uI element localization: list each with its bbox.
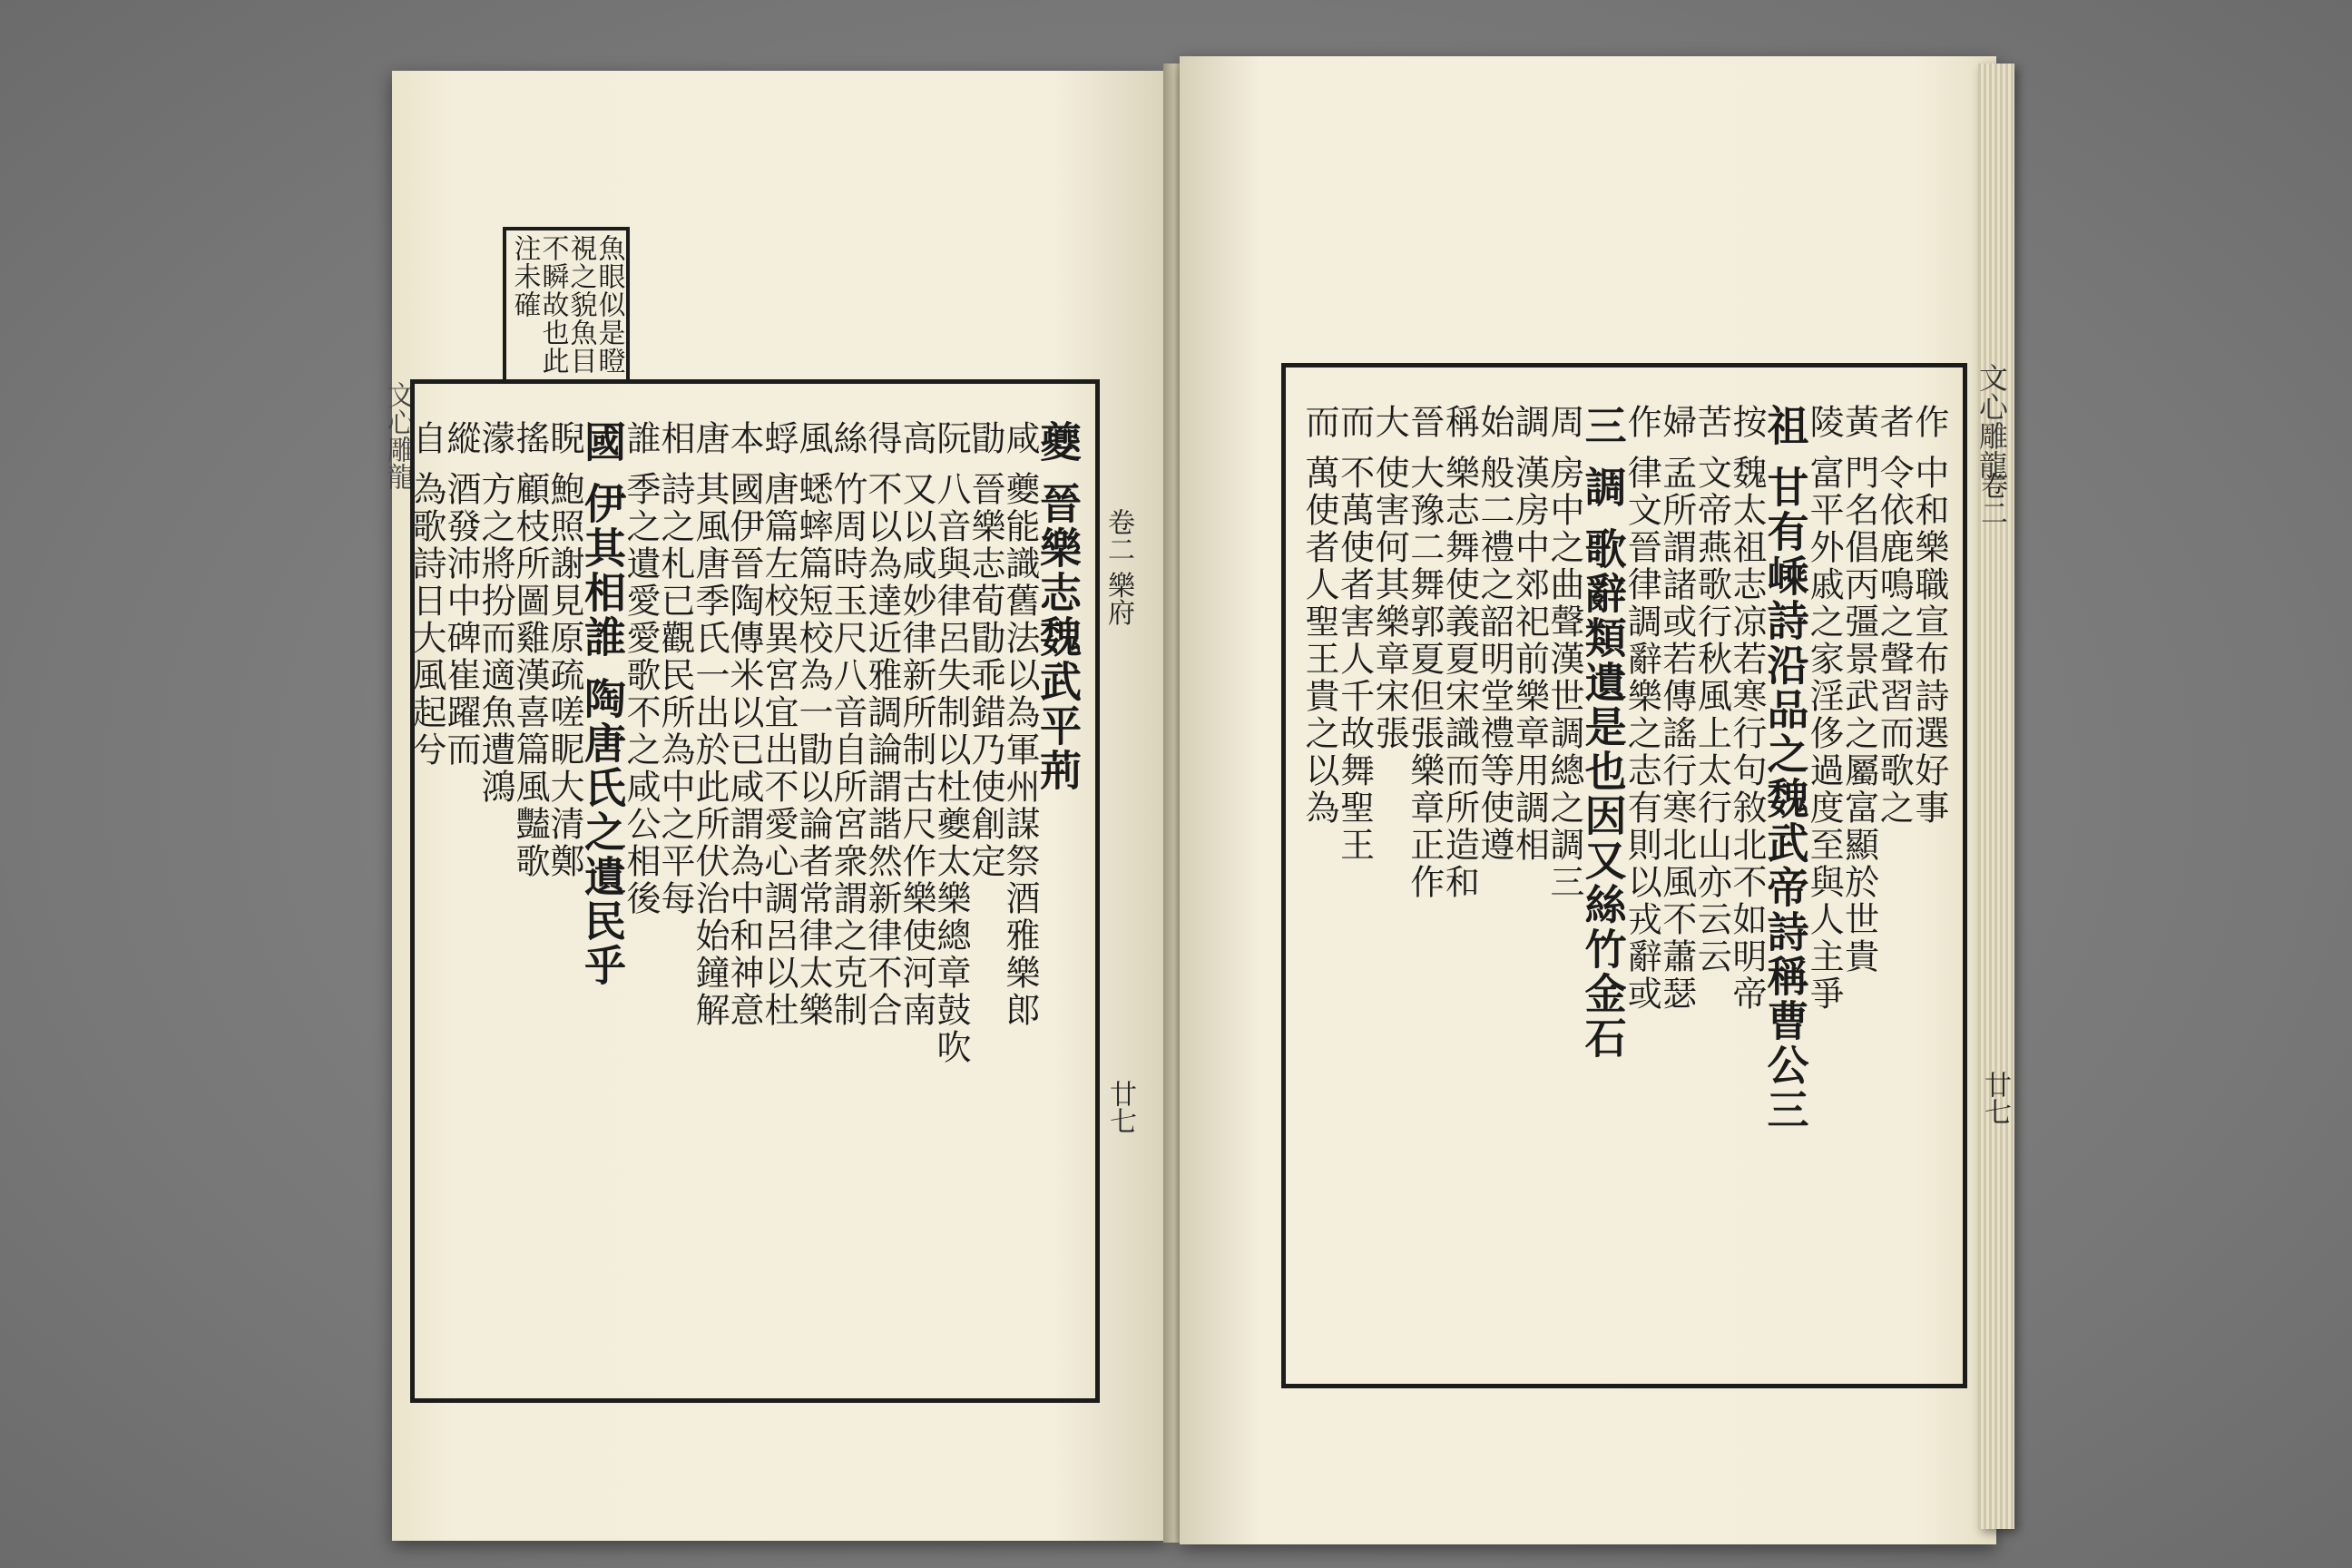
right-text-columns [1299, 404, 1949, 1358]
text-column: 晉 大豫二舞郭夏但張樂章正作 [1404, 404, 1445, 902]
right-page-header: 文心雕龍 [1975, 363, 2009, 479]
text-column: 陵 富平外戚之家淫侈過度至與人主爭 [1804, 404, 1845, 1014]
left-text-block [407, 379, 1100, 1403]
note-line: 視之貌魚目 [564, 234, 597, 375]
text-column: 勖 晉樂志荀勖乖錯乃使創定 [965, 420, 1005, 881]
text-column: 而 不萬使者害人千故舞聖王 [1334, 404, 1375, 865]
text-column: 縱 酒發沛中碑崔躍而 [441, 420, 481, 769]
note-line: 注未確 [508, 234, 541, 318]
text-column: 阮 八音與律呂失制以杜夔太樂總章鼓吹 [931, 420, 971, 1067]
note-line: 魚眼似是瞪 [593, 234, 625, 375]
text-column: 始 般二禮之韶明堂禮等使遵 [1474, 404, 1514, 865]
right-text-block [1281, 363, 1967, 1388]
left-section-label: 卷二 樂府 [1102, 508, 1134, 626]
text-column: 蜉 唐篇左校異宮宜出不愛心調呂以杜 [759, 420, 799, 1030]
text-column: 大 使害何其樂章宋張 [1369, 404, 1410, 753]
marginal-note-box [503, 227, 630, 383]
text-column: 按 魏太祖志凉若寒行句敘北不如明帝 [1726, 404, 1767, 1014]
text-column: 苦 文帝燕歌行秋風上太行山亦云云 [1691, 404, 1732, 976]
text-column: 咸 夔能識舊法以為軍州謀祭酒雅樂郎 [1000, 420, 1040, 1030]
text-column: 國 伊其相誰 陶唐氏之遺民乎 [578, 420, 627, 989]
text-column: 黃 門名倡丙彊景武之屬富顯於世貴 [1838, 404, 1879, 976]
text-column: 唐 其風唐季氏一出於此所伏治始鐘解 [690, 420, 730, 1030]
text-column: 夔 晉樂志魏武平荊 [1034, 420, 1083, 794]
text-column: 婦 孟所謂諸或若傳謠行寒北風不蕭瑟 [1656, 404, 1697, 1014]
right-section-label: 卷二 [1975, 472, 2007, 526]
text-column: 周 房中之曲聲漢世調總之調三 [1544, 404, 1585, 902]
right-page-number: 廿七 [1979, 1071, 2011, 1125]
text-column: 三 調 歌辭類遺是也因又絲竹金石 [1578, 404, 1628, 1062]
note-line: 不瞬故也此 [536, 234, 569, 375]
text-column: 絲 竹周時玉尺八音自所宮衆謂之克制 [828, 420, 867, 1030]
text-column: 誰 季之遺愛愛歌不之咸公相後 [621, 420, 661, 918]
text-column: 濛 方之將扮而適魚遭鴻 [475, 420, 515, 807]
text-column: 搖 顧枝所圖雞漢喜篇風豔歌 [510, 420, 550, 881]
text-column: 作 中和樂職宣布詩選好事 [1908, 404, 1949, 828]
text-column: 稱 樂志舞使義夏宋識而所造和 [1439, 404, 1480, 902]
text-column: 而 萬使者人聖王貴之以為 [1299, 404, 1339, 828]
text-column: 風 蟋蟀篇短校為一勖以論者常律太樂 [793, 420, 833, 1030]
left-page-number: 廿七 [1104, 1080, 1136, 1134]
text-column: 調 漢房中郊祀前樂章用調相 [1509, 404, 1550, 865]
left-text-columns [407, 420, 1083, 1373]
text-column: 相 詩之札已觀民所為中之平每 [655, 420, 695, 918]
text-column: 自 為歌詩日大風起兮 [407, 420, 446, 769]
text-column: 高 又以咸妙律新所制古尺作樂使河南 [897, 420, 936, 1030]
text-column: 本 國伊晉陶傳米以已咸謂為中和神意 [724, 420, 764, 1030]
text-column: 祖 甘有嵊詩沿品之魏武帝詩稱曹公三 [1760, 404, 1810, 1133]
text-column: 者 令依鹿鳴之聲習而歌之 [1874, 404, 1915, 828]
text-column: 作 律文晉律調辭樂之志有則以戎辭或 [1622, 404, 1662, 1014]
text-column: 得 不以為達近雅調論謂諧然新律不合 [862, 420, 902, 1030]
text-column: 睨 鮑照謝見原疏嗟眤大清鄭 [544, 420, 584, 881]
